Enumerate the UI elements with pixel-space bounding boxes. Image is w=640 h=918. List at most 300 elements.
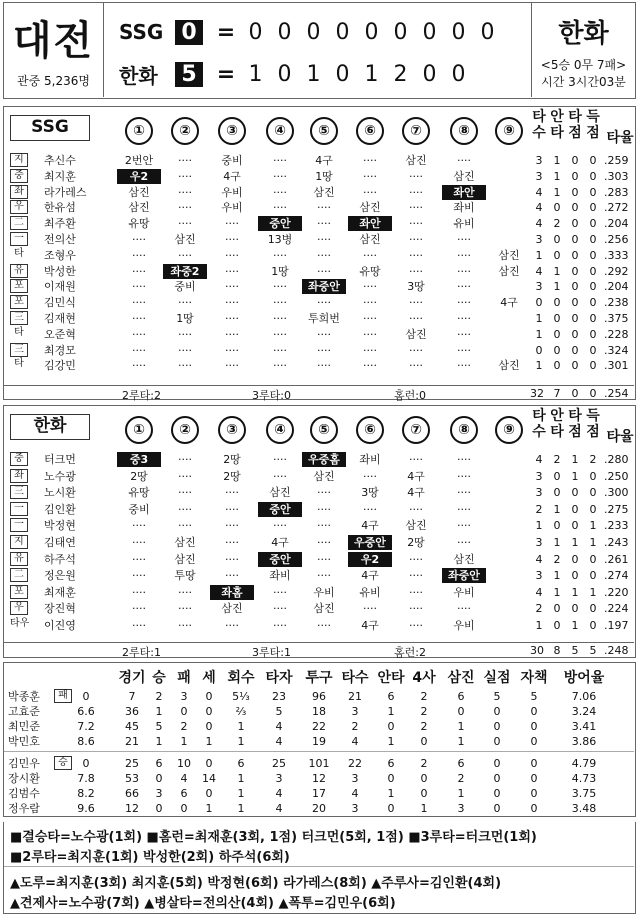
at-bat-result: ···· bbox=[132, 264, 146, 278]
at-bat-result: 중비 bbox=[221, 154, 243, 167]
position-badge: 一 bbox=[10, 518, 28, 532]
pitching-stat: 1 bbox=[387, 705, 395, 718]
stat-ab: 1 bbox=[535, 327, 543, 341]
at-bat-result: ···· bbox=[409, 585, 423, 599]
stat-r: 0 bbox=[589, 169, 597, 183]
position-badge: 타우 bbox=[10, 618, 30, 629]
pitching-stat: 101 bbox=[308, 757, 330, 770]
at-bat-result: ···· bbox=[132, 343, 146, 357]
batting-average: .256 bbox=[604, 233, 629, 246]
at-bat-result: 1땅 bbox=[176, 312, 194, 325]
team-label: SSG bbox=[10, 115, 90, 141]
venue-box bbox=[4, 3, 104, 97]
pitching-stat: 3.75 bbox=[571, 787, 597, 800]
stat-h: 1 bbox=[553, 154, 561, 167]
pitching-stat: 0 bbox=[155, 772, 163, 785]
at-bat-result: ···· bbox=[178, 359, 192, 373]
batting-average: .204 bbox=[604, 217, 629, 231]
stat-ab: 3 bbox=[535, 233, 543, 246]
linescore-away bbox=[119, 15, 502, 49]
batter-row bbox=[4, 279, 634, 294]
pitching-header: 자책 bbox=[520, 670, 548, 686]
batting-average: .333 bbox=[604, 248, 629, 262]
batting-average: .275 bbox=[604, 502, 629, 516]
player-name: 최재훈 bbox=[44, 585, 76, 599]
at-bat-result: 삼진 bbox=[405, 327, 427, 341]
summary-doubles: 2루타:1 bbox=[122, 646, 161, 659]
stat-header: 안타 bbox=[550, 109, 564, 141]
stat-h: 1 bbox=[553, 264, 561, 278]
at-bat-result: 우비 bbox=[221, 185, 243, 199]
linescore-inning: 0 bbox=[422, 61, 437, 87]
stat-r: 0 bbox=[589, 233, 597, 246]
pitcher-name: 정우람 bbox=[8, 802, 40, 815]
at-bat-result: 삼진 bbox=[269, 486, 291, 500]
stat-rbi: 0 bbox=[571, 201, 579, 215]
stat-r: 0 bbox=[589, 569, 597, 583]
at-bat-result: ···· bbox=[317, 327, 331, 341]
at-bat-result: 좌비 bbox=[453, 201, 475, 215]
stat-rbi: 0 bbox=[571, 280, 579, 294]
at-bat-result: 4구 bbox=[361, 519, 379, 533]
player-name: 조형우 bbox=[44, 248, 76, 262]
stat-rbi: 0 bbox=[571, 486, 579, 500]
at-bat-result: ···· bbox=[457, 264, 471, 278]
at-bat-result: ···· bbox=[225, 248, 239, 262]
at-bat-result: 좌안 bbox=[348, 216, 392, 231]
at-bat-result: ···· bbox=[363, 312, 377, 325]
pitching-stat: 14 bbox=[202, 772, 216, 785]
pitcher-row bbox=[4, 771, 634, 786]
pitching-stat: 5 bbox=[155, 720, 163, 733]
game-notes bbox=[3, 822, 636, 914]
at-bat-result: ···· bbox=[317, 619, 331, 632]
inning-header: ⑧ bbox=[450, 416, 478, 444]
batter-row bbox=[4, 518, 634, 533]
pitching-stat: 0 bbox=[180, 705, 188, 718]
pitching-stat: 0 bbox=[530, 720, 538, 733]
pitching-stat: 1 bbox=[237, 735, 245, 748]
pitching-stat: 0 bbox=[387, 720, 395, 733]
pitching-header: 타수 bbox=[341, 670, 369, 686]
stat-r: 0 bbox=[589, 280, 597, 294]
pitching-stat: 1 bbox=[155, 735, 163, 748]
position-badge: 좌 bbox=[10, 469, 28, 483]
pitching-stat: 2 bbox=[180, 720, 188, 733]
pitching-header: 경기 bbox=[118, 670, 146, 686]
player-name: 최지훈 bbox=[44, 169, 76, 183]
at-bat-result: ···· bbox=[363, 343, 377, 357]
player-name: 전의산 bbox=[44, 233, 76, 246]
at-bat-result: ···· bbox=[132, 569, 146, 583]
pitching-stat: 12 bbox=[312, 772, 326, 785]
linescore-inning: 0 bbox=[364, 19, 379, 45]
pitching-stat: 0 bbox=[493, 705, 501, 718]
stat-h: 1 bbox=[553, 185, 561, 199]
position-badge: 포 bbox=[10, 585, 28, 599]
at-bat-result: ···· bbox=[132, 280, 146, 294]
inning-header: ② bbox=[171, 117, 199, 145]
at-bat-result: ···· bbox=[225, 502, 239, 516]
at-bat-result: ···· bbox=[132, 248, 146, 262]
pitching-stat: 6 bbox=[155, 757, 163, 770]
position-badge: 중 bbox=[10, 452, 28, 466]
pitching-stat: 1 bbox=[205, 802, 213, 815]
pitching-stat: 25 bbox=[125, 757, 139, 770]
pitching-stat: 0 bbox=[82, 757, 90, 770]
at-bat-result: ···· bbox=[409, 602, 423, 616]
pitching-stat: 53 bbox=[125, 772, 139, 785]
stat-r: 0 bbox=[589, 502, 597, 516]
player-name: 이재원 bbox=[44, 280, 76, 294]
player-name: 김재현 bbox=[44, 312, 76, 325]
position-badge: 一 bbox=[10, 502, 28, 516]
at-bat-result: ···· bbox=[178, 154, 192, 167]
pitching-stat: 0 bbox=[530, 735, 538, 748]
at-bat-result: ···· bbox=[132, 327, 146, 341]
pitching-stat: 4 bbox=[275, 802, 283, 815]
pitching-stat: 8.6 bbox=[77, 735, 95, 748]
pitching-stat: 5 bbox=[275, 705, 283, 718]
at-bat-result: 2땅 bbox=[223, 469, 241, 483]
at-bat-result: ···· bbox=[178, 169, 192, 183]
linescore-team: 한화 bbox=[119, 63, 158, 88]
inning-header: ④ bbox=[266, 416, 294, 444]
at-bat-result: 삼진 bbox=[498, 264, 520, 278]
at-bat-result: ···· bbox=[409, 359, 423, 373]
note-line: ▲견제사=노수광(7회) ▲병살타=전의산(4회) ▲폭투=김민우(6회) bbox=[10, 896, 396, 911]
pitching-stat: 10 bbox=[177, 757, 191, 770]
pitching-stat: 2 bbox=[420, 705, 428, 718]
stat-ab: 1 bbox=[535, 619, 543, 632]
summary-avg: .254 bbox=[604, 387, 629, 400]
summary-doubles: 2루타:2 bbox=[122, 389, 161, 402]
pitcher-row bbox=[4, 734, 634, 749]
linescore-total: 5 bbox=[175, 62, 203, 87]
stat-rbi: 1 bbox=[571, 469, 579, 483]
stat-ab: 1 bbox=[535, 312, 543, 325]
at-bat-result: ···· bbox=[132, 312, 146, 325]
at-bat-result: ···· bbox=[363, 602, 377, 616]
at-bat-result: 삼진 bbox=[128, 185, 150, 199]
batting-average: .224 bbox=[604, 602, 629, 616]
pitching-stat: 21 bbox=[125, 735, 139, 748]
at-bat-result: ···· bbox=[317, 233, 331, 246]
pitching-stat: 21 bbox=[348, 690, 362, 703]
at-bat-result: 삼진 bbox=[405, 519, 427, 533]
at-bat-result: ···· bbox=[457, 248, 471, 262]
linescore-team: SSG bbox=[119, 20, 164, 44]
at-bat-result: ···· bbox=[225, 296, 239, 310]
at-bat-result: ···· bbox=[225, 233, 239, 246]
at-bat-result: ···· bbox=[178, 585, 192, 599]
pitching-header: 안타 bbox=[377, 670, 405, 686]
at-bat-result: ···· bbox=[178, 469, 192, 483]
stat-header: 득점 bbox=[586, 109, 600, 141]
summary-r: 5 bbox=[589, 644, 597, 657]
at-bat-result: ···· bbox=[178, 619, 192, 632]
at-bat-result: ···· bbox=[457, 296, 471, 310]
pitching-table bbox=[3, 662, 636, 817]
stat-rbi: 0 bbox=[571, 343, 579, 357]
at-bat-result: 4구 bbox=[361, 569, 379, 583]
player-name: 하주석 bbox=[44, 552, 76, 566]
at-bat-result: ···· bbox=[363, 469, 377, 483]
pitching-stat: 3 bbox=[155, 787, 163, 800]
pitching-stat: 3.41 bbox=[571, 720, 597, 733]
position-badge: 우 bbox=[10, 601, 28, 615]
at-bat-result: ···· bbox=[317, 248, 331, 262]
inning-header: ⑦ bbox=[402, 117, 430, 145]
at-bat-result: ···· bbox=[132, 296, 146, 310]
inning-header: ⑧ bbox=[450, 117, 478, 145]
player-name: 터크먼 bbox=[44, 453, 76, 466]
at-bat-result: ···· bbox=[273, 469, 287, 483]
pitching-stat: 9.6 bbox=[77, 802, 95, 815]
batter-row bbox=[4, 311, 634, 326]
at-bat-result: 2번안 bbox=[124, 154, 154, 167]
stat-h: 1 bbox=[553, 280, 561, 294]
at-bat-result: 2땅 bbox=[130, 469, 148, 483]
pitching-stat: 0 bbox=[457, 705, 465, 718]
at-bat-result: 삼진 bbox=[453, 169, 475, 183]
at-bat-result: ···· bbox=[317, 201, 331, 215]
pitching-stat: 2 bbox=[420, 690, 428, 703]
inning-header: ① bbox=[125, 117, 153, 145]
stat-rbi: 0 bbox=[571, 359, 579, 373]
stat-rbi: 0 bbox=[571, 327, 579, 341]
at-bat-result: ···· bbox=[457, 327, 471, 341]
inning-header: ⑥ bbox=[356, 117, 384, 145]
at-bat-result: ···· bbox=[363, 280, 377, 294]
at-bat-result: 2땅 bbox=[223, 453, 241, 466]
at-bat-result: ···· bbox=[178, 453, 192, 466]
pitching-stat: 7 bbox=[128, 690, 136, 703]
pitching-stat: 0 bbox=[530, 772, 538, 785]
pitching-stat: 0 bbox=[205, 787, 213, 800]
at-bat-result: 유땅 bbox=[128, 217, 150, 231]
stat-h: 0 bbox=[553, 519, 561, 533]
stat-r: 0 bbox=[589, 154, 597, 167]
summary-homeruns: 홈런:0 bbox=[394, 389, 426, 402]
player-name: 김강민 bbox=[44, 359, 76, 373]
pitching-stat: 0 bbox=[205, 757, 213, 770]
batting-average: .274 bbox=[604, 569, 629, 583]
stat-ab: 0 bbox=[535, 343, 543, 357]
stat-rbi: 0 bbox=[571, 552, 579, 566]
stat-ab: 1 bbox=[535, 519, 543, 533]
linescore-inning: 1 bbox=[248, 61, 263, 87]
at-bat-result: ···· bbox=[457, 602, 471, 616]
stat-r: 0 bbox=[589, 296, 597, 310]
pitching-stat: 1 bbox=[457, 787, 465, 800]
batter-row bbox=[4, 232, 634, 247]
position-badge: 二 bbox=[10, 568, 28, 582]
at-bat-result: ···· bbox=[225, 327, 239, 341]
home-batting-table bbox=[3, 405, 636, 658]
stat-r: 1 bbox=[589, 519, 597, 533]
pitching-stat: 7.06 bbox=[571, 690, 597, 703]
at-bat-result: ···· bbox=[132, 585, 146, 599]
at-bat-result: ···· bbox=[273, 519, 287, 533]
batting-average: .250 bbox=[604, 469, 629, 483]
at-bat-result: ···· bbox=[409, 201, 423, 215]
batting-average: .375 bbox=[604, 312, 629, 325]
batter-row bbox=[4, 264, 634, 279]
at-bat-result: 좌홈 bbox=[210, 585, 254, 600]
linescore-inning: 0 bbox=[451, 19, 466, 45]
stat-rbi: 0 bbox=[571, 217, 579, 231]
batter-row bbox=[4, 485, 634, 500]
stat-header: 타점 bbox=[568, 109, 582, 141]
at-bat-result: 4구 bbox=[315, 154, 333, 167]
pitching-stat: 0 bbox=[420, 772, 428, 785]
stat-ab: 4 bbox=[535, 585, 543, 599]
batting-average: .324 bbox=[604, 343, 629, 357]
pitching-stat: 0 bbox=[493, 772, 501, 785]
batter-row bbox=[4, 502, 634, 517]
pitching-stat: 5⅓ bbox=[232, 690, 250, 703]
at-bat-result: 4구 bbox=[500, 296, 518, 310]
at-bat-result: ···· bbox=[273, 201, 287, 215]
at-bat-result: ···· bbox=[409, 312, 423, 325]
stat-ab: 4 bbox=[535, 264, 543, 278]
pitcher-name: 김범수 bbox=[8, 787, 40, 800]
at-bat-result: ···· bbox=[409, 169, 423, 183]
at-bat-result: 좌중안 bbox=[302, 279, 346, 294]
at-bat-result: ···· bbox=[273, 585, 287, 599]
pitching-stat: 4.79 bbox=[571, 757, 597, 770]
summary-homeruns: 홈런:2 bbox=[394, 646, 426, 659]
at-bat-result: ···· bbox=[273, 248, 287, 262]
at-bat-result: 중안 bbox=[258, 216, 302, 231]
pitching-stat: 4 bbox=[351, 735, 359, 748]
at-bat-result: ···· bbox=[178, 502, 192, 516]
at-bat-result: ···· bbox=[457, 486, 471, 500]
at-bat-result: ···· bbox=[178, 486, 192, 500]
batting-average: .243 bbox=[604, 536, 629, 549]
pitching-stat: 2 bbox=[457, 772, 465, 785]
summary-r: 0 bbox=[589, 387, 597, 400]
inning-header: ③ bbox=[218, 416, 246, 444]
batting-average: .228 bbox=[604, 327, 629, 341]
at-bat-result: ···· bbox=[273, 619, 287, 632]
stat-rbi: 1 bbox=[571, 453, 579, 466]
at-bat-result: 유비 bbox=[359, 585, 381, 599]
stat-h: 1 bbox=[553, 502, 561, 516]
stat-r: 0 bbox=[589, 312, 597, 325]
stat-r: 0 bbox=[589, 359, 597, 373]
linescore-inning: 0 bbox=[277, 61, 292, 87]
summary-ab: 32 bbox=[530, 387, 544, 400]
pitching-stat: 3 bbox=[457, 802, 465, 815]
batting-average: .301 bbox=[604, 359, 629, 373]
at-bat-result: 중3 bbox=[117, 452, 161, 467]
stat-rbi: 0 bbox=[571, 519, 579, 533]
at-bat-result: ···· bbox=[457, 280, 471, 294]
at-bat-result: 우중홈 bbox=[302, 452, 346, 467]
stat-rbi: 1 bbox=[571, 536, 579, 549]
stat-rbi: 0 bbox=[571, 502, 579, 516]
pitching-stat: 6 bbox=[237, 757, 245, 770]
pitching-stat: 4 bbox=[275, 720, 283, 733]
position-badge: 타 bbox=[14, 326, 24, 338]
stat-r: 0 bbox=[589, 469, 597, 483]
pitching-stat: 1 bbox=[180, 735, 188, 748]
pitching-stat: 2 bbox=[155, 690, 163, 703]
stat-r: 0 bbox=[589, 486, 597, 500]
stat-r: 0 bbox=[589, 264, 597, 278]
at-bat-result: 삼진 bbox=[174, 552, 196, 566]
at-bat-result: ···· bbox=[273, 453, 287, 466]
note-line: ■결승타=노수광(1회) ■홈런=최재훈(3회, 1점) 터크먼(5회, 1점) ■3루타=터크먼(1회) bbox=[10, 830, 537, 845]
pitcher-name: 고효준 bbox=[8, 705, 40, 718]
at-bat-result: ···· bbox=[363, 359, 377, 373]
pitching-stat: 3 bbox=[351, 802, 359, 815]
inning-header: ⑨ bbox=[495, 416, 523, 444]
pitching-stat: 6 bbox=[457, 690, 465, 703]
at-bat-result: 삼진 bbox=[359, 201, 381, 215]
at-bat-result: 중비 bbox=[128, 502, 150, 516]
pitching-stat: 0 bbox=[493, 787, 501, 800]
pitcher-row bbox=[4, 704, 634, 719]
player-name: 김인환 bbox=[44, 502, 76, 516]
at-bat-result: ···· bbox=[363, 502, 377, 516]
pitching-stat: 1 bbox=[237, 787, 245, 800]
pitching-stat: 4 bbox=[275, 735, 283, 748]
at-bat-result: 삼진 bbox=[174, 536, 196, 549]
batting-average: .303 bbox=[604, 169, 629, 183]
inning-header: ⑤ bbox=[310, 117, 338, 145]
at-bat-result: 좌비 bbox=[269, 569, 291, 583]
at-bat-result: ···· bbox=[409, 248, 423, 262]
position-badge: 지 bbox=[10, 535, 28, 549]
at-bat-result: 삼진 bbox=[221, 602, 243, 616]
at-bat-result: 우중안 bbox=[348, 535, 392, 550]
stat-ab: 2 bbox=[535, 602, 543, 616]
stat-h: 0 bbox=[553, 359, 561, 373]
stat-ab: 4 bbox=[535, 201, 543, 215]
position-badge: 우 bbox=[10, 200, 28, 214]
at-bat-result: 2땅 bbox=[407, 536, 425, 549]
at-bat-result: ···· bbox=[409, 453, 423, 466]
stat-h: 0 bbox=[553, 486, 561, 500]
game-time: 시간 3시간03분 bbox=[541, 75, 626, 89]
at-bat-result: ···· bbox=[409, 233, 423, 246]
stat-ab: 4 bbox=[535, 453, 543, 466]
summary-rbi: 0 bbox=[571, 387, 579, 400]
stat-h: 2 bbox=[553, 453, 561, 466]
batter-row bbox=[4, 618, 634, 633]
pitching-stat: 0 bbox=[180, 802, 188, 815]
at-bat-result: 유땅 bbox=[128, 486, 150, 500]
pitching-stat: 18 bbox=[312, 705, 326, 718]
at-bat-result: ···· bbox=[457, 343, 471, 357]
at-bat-result: 삼진 bbox=[313, 602, 335, 616]
at-bat-result: ···· bbox=[273, 169, 287, 183]
pitching-stat: 2 bbox=[420, 757, 428, 770]
stat-rbi: 0 bbox=[571, 296, 579, 310]
pitcher-row bbox=[4, 719, 634, 734]
at-bat-result: ···· bbox=[317, 217, 331, 231]
inning-header: ⑥ bbox=[356, 416, 384, 444]
batter-row bbox=[4, 295, 634, 310]
pitching-stat: 0 bbox=[387, 772, 395, 785]
linescore-inning: 0 bbox=[393, 19, 408, 45]
pitching-stat: 0 bbox=[493, 735, 501, 748]
winner-team: 한화 bbox=[558, 19, 609, 49]
at-bat-result: ···· bbox=[225, 619, 239, 632]
